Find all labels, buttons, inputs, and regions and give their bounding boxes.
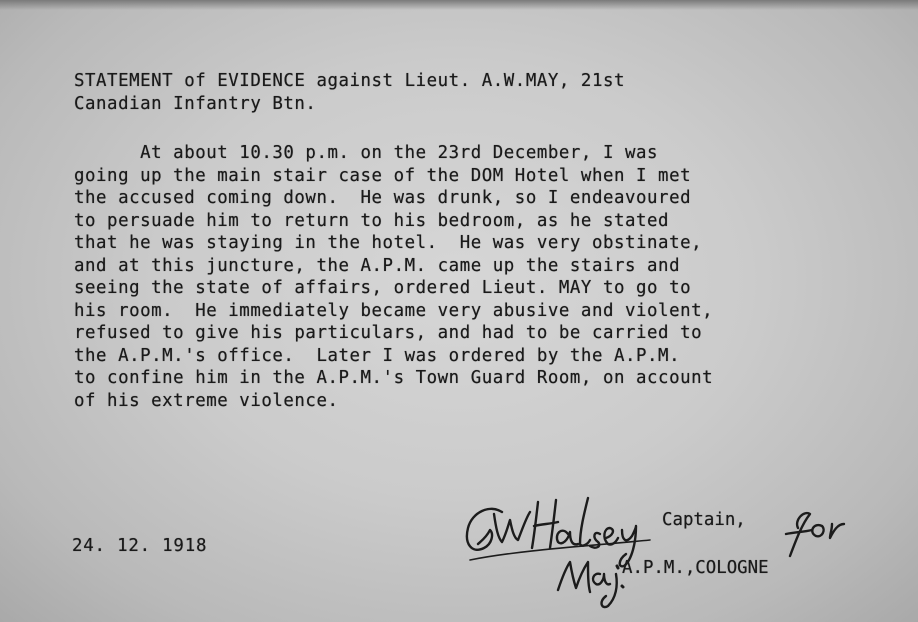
body-line-11: to confine him in the A.P.M.'s Town Guard Room, on account — [74, 368, 714, 388]
body-line-10: the A.P.M.'s office. Later I was ordered by the A.P.M. — [74, 345, 681, 366]
body-line-8: his room. He immediately became very abusive and violent, — [74, 300, 714, 321]
body-line-5: that he was staying in the hotel. He was very obstinate, — [74, 233, 703, 253]
body-line-7: seeing the state of affairs, ordered Lieut. MAY to go to — [74, 278, 692, 298]
body-line-2: going up the main stair case of the DOM Hotel when I met — [74, 165, 692, 186]
body-line-6: and at this juncture, the A.P.M. came up the stairs and — [74, 255, 681, 276]
body-line-9: refused to give his particulars, and had to be carried to — [74, 323, 703, 343]
body-line-12: of his extreme violence. — [74, 390, 339, 411]
signatory-office: A.P.M.,COLOGNE — [622, 558, 769, 578]
scan-edge — [0, 0, 918, 10]
document-date: 24. 12. 1918 — [72, 536, 208, 556]
heading-line-2: Canadian Infantry Btn. — [74, 93, 317, 114]
body-line-1: At about 10.30 p.m. on the 23rd December, I was — [74, 143, 659, 163]
handwritten-signature — [450, 490, 870, 615]
body-line-4: to persuade him to return to his bedroom, as he stated — [74, 210, 670, 231]
body-line-3: the accused coming down. He was drunk, so I endeavoured — [74, 188, 692, 208]
heading-line-1: STATEMENT of EVIDENCE against Lieut. A.W.MAY, 21st — [74, 71, 626, 91]
statement-body — [74, 142, 713, 412]
signatory-title: Captain, — [662, 510, 746, 530]
statement-heading — [74, 70, 625, 115]
